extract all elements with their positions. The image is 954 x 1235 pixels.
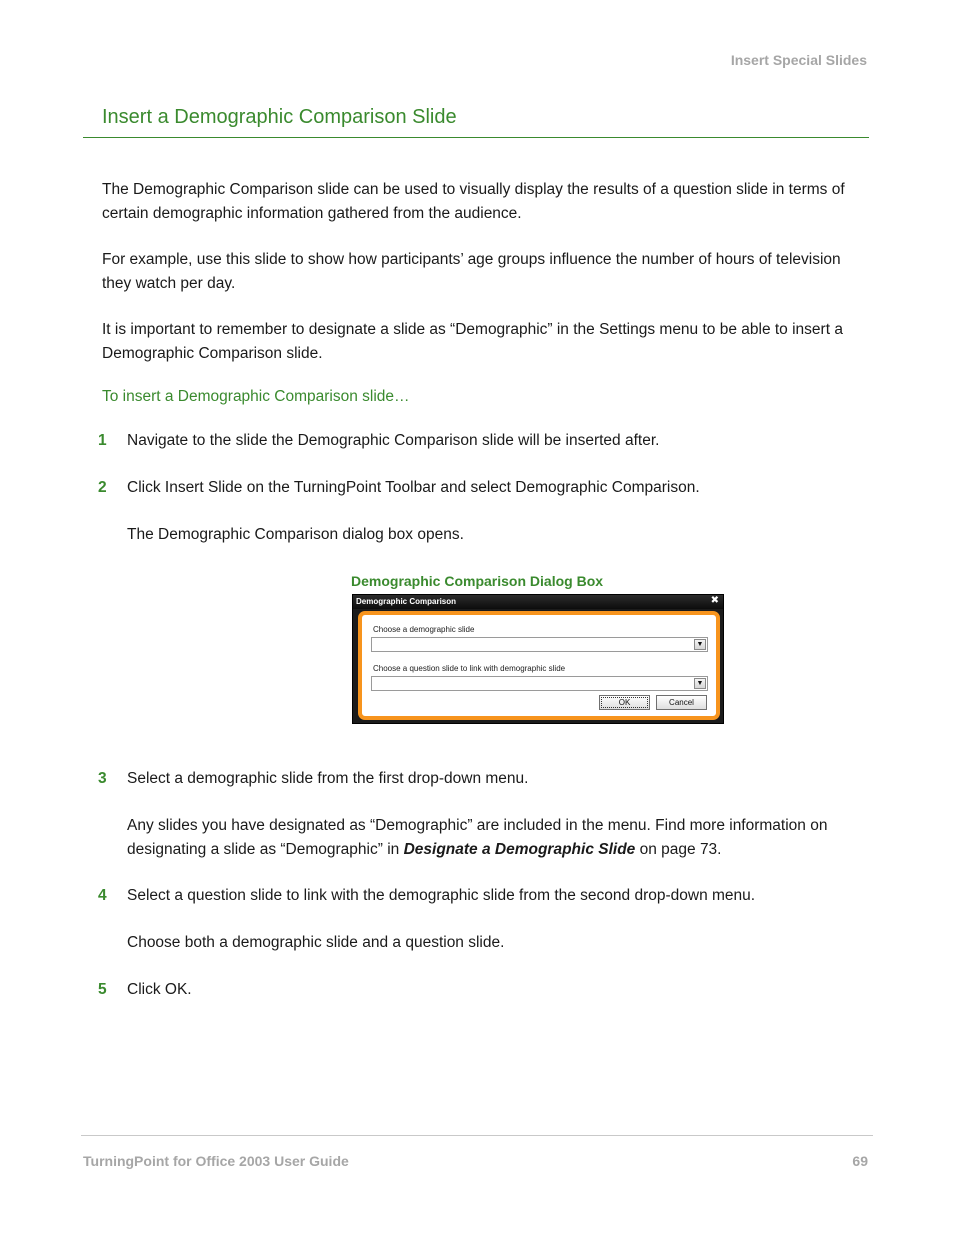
question-slide-label: Choose a question slide to link with demographic slide [373,664,566,673]
step-number: 2 [98,479,107,496]
step-text: Click Insert Slide on the TurningPoint Toolbar and select Demographic Comparison. [127,479,700,496]
chevron-down-icon[interactable]: ▼ [694,639,706,650]
cancel-button[interactable]: Cancel [656,695,707,710]
dialog-titlebar [353,595,723,609]
demographic-slide-dropdown[interactable] [371,637,708,652]
footer-rule [81,1135,873,1136]
chevron-down-icon[interactable]: ▼ [694,678,706,689]
step-4-note: Choose both a demographic slide and a question slide. [127,934,505,951]
ok-button[interactable]: OK [599,695,650,710]
step-number: 1 [98,432,107,449]
close-icon[interactable]: ✖ [710,595,719,606]
dialog-body [358,611,720,720]
step-text: Navigate to the slide the Demographic Comparison slide will be inserted after. [127,432,660,449]
note-text: Any slides you have designated as “Demographic” are included in the menu. Find more information on designating a slide as “Demographic” in [127,817,828,858]
procedure-heading: To insert a Demographic Comparison slide… [102,388,410,405]
dialog-title: Demographic Comparison [356,597,457,606]
intro-paragraph-1: The Demographic Comparison slide can be used to visually display the results of a question slide in terms of certain demographic information gathered from the audience. [102,181,845,222]
section-title: Insert a Demographic Comparison Slide [102,106,457,128]
demographic-slide-label: Choose a demographic slide [373,625,475,634]
footer-guide-title: TurningPoint for Office 2003 User Guide [83,1153,349,1169]
title-rule [83,137,869,138]
demographic-comparison-dialog [352,594,724,724]
step-text: Select a demographic slide from the first drop-down menu. [127,770,529,787]
note-text: on page 73. [635,841,722,858]
step-number: 4 [98,887,107,904]
cross-reference-link[interactable]: Designate a Demographic Slide [403,841,636,858]
intro-paragraph-3: It is important to remember to designate a slide as “Demographic” in the Settings menu to be able to insert a Demographic Comparison slide. [102,321,843,362]
figure-caption: Demographic Comparison Dialog Box [351,573,604,589]
intro-paragraph-2: For example, use this slide to show how participants’ age groups influence the number of hours of television they watch per day. [102,251,841,292]
step-2-note: The Demographic Comparison dialog box opens. [127,526,464,543]
running-header: Insert Special Slides [730,52,867,68]
step-text: Click OK. [127,981,192,998]
question-slide-dropdown[interactable] [371,676,708,691]
step-3-note [127,814,875,862]
page-number: 69 [852,1153,868,1169]
step-text: Select a question slide to link with the demographic slide from the second drop-down menu. [127,887,756,904]
step-number: 5 [98,981,107,998]
step-number: 3 [98,770,107,787]
